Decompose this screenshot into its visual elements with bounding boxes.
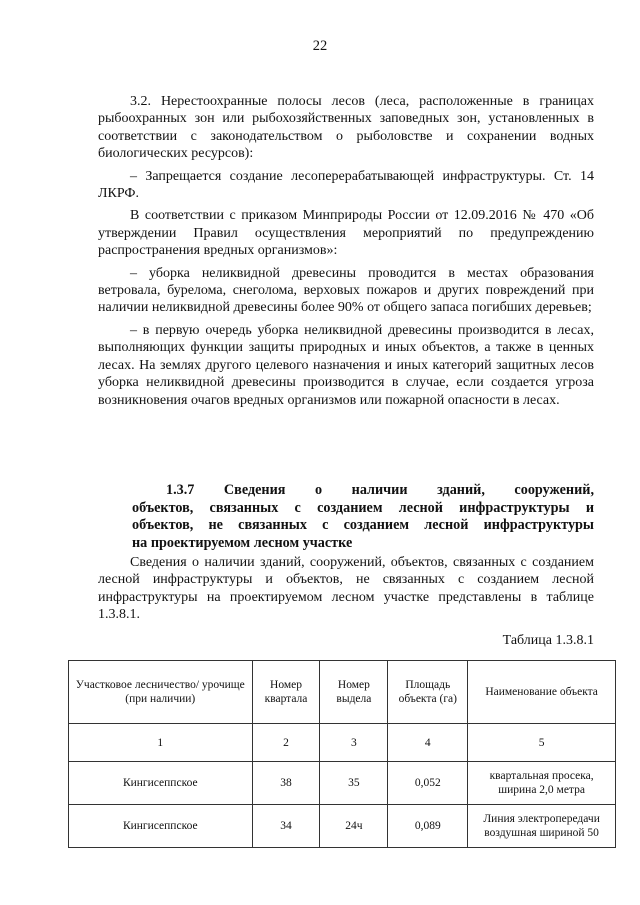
- header-area: Площадь объекта (га): [388, 661, 468, 724]
- page-number: 22: [312, 38, 328, 54]
- cell-object-name: Линия электропередачи воздушная шириной 50: [468, 805, 616, 848]
- section-text: [98, 554, 594, 624]
- paragraph-order-reference: В соответствии с приказом Минприроды России от 12.09.2016 № 470 «Об утверждении Правил осуществления мероприятий по предупреждению распространения вредных организмов»:: [98, 208, 594, 259]
- paragraph-wood-removal: – уборка неликвидной древесины проводится в местах образования ветровала, бурелома, снеголома, верховых пожаров и других повреждений при наличии неликвидной древесины более 90% от общего запаса погибших деревьев;: [98, 265, 594, 316]
- infrastructure-table: [68, 660, 616, 848]
- header-object-name: Наименование объекта: [468, 661, 616, 724]
- paragraph-priority-removal: – в первую очередь уборка неликвидной древесины производится в лесах, выполняющих функции защиты природных и иных объектов, а также в ценных лесах. На землях другого целевого назначения и иных категорий защитных лесов уборка неликвидной древесины производится в случае, если создается угроза возникновения очагов вредных организмов или пожарной опасности в лесах.: [98, 322, 594, 408]
- column-number: 2: [252, 724, 320, 762]
- column-number: 5: [468, 724, 616, 762]
- heading-line-2: объектов, связанных с созданием лесной инфраструктуры и: [132, 499, 594, 516]
- table-header-row: [69, 661, 616, 724]
- cell-forestry: Кингисеппское: [69, 762, 253, 805]
- paragraph-spawning-zones: 3.2. Нерестоохранные полосы лесов (леса, расположенные в границах рыбоохранных зон или рыбохозяйственных заповедных зон, установленных в соответствии с законодательством о рыболовстве и сохранении водных биологических ресурсов):: [98, 94, 594, 162]
- table-row: [69, 762, 616, 805]
- cell-quarter-number: 34: [252, 805, 320, 848]
- column-number: 4: [388, 724, 468, 762]
- paragraph-infrastructure-info: Сведения о наличии зданий, сооружений, объектов, связанных с созданием лесной инфраструктуры и объектов, не связанных с созданием лесной инфраструктуры на проектируемом лесном участке представлены в таблице 1.3.8.1.: [98, 555, 594, 623]
- cell-quarter-number: 38: [252, 762, 320, 805]
- cell-object-name: квартальная просека, ширина 2,0 метра: [468, 762, 616, 805]
- heading-line-4: на проектируемом лесном участке: [132, 534, 353, 551]
- body-text: [98, 93, 594, 409]
- cell-area: 0,052: [388, 762, 468, 805]
- header-plot-number: Номер выдела: [320, 661, 388, 724]
- cell-plot-number: 24ч: [320, 805, 388, 848]
- cell-forestry: Кингисеппское: [69, 805, 253, 848]
- column-number: 3: [320, 724, 388, 762]
- heading-line-3: объектов, не связанных с созданием лесной инфраструктуры: [132, 517, 594, 534]
- table-caption: Таблица 1.3.8.1: [502, 633, 594, 648]
- table-column-numbers-row: [69, 724, 616, 762]
- section-heading: [132, 482, 594, 552]
- header-forestry: Участковое лесничество/ урочище (при наличии): [69, 661, 253, 724]
- cell-plot-number: 35: [320, 762, 388, 805]
- heading-line-1: 1.3.7 Сведения о наличии зданий, сооружений,: [166, 482, 594, 498]
- table-row: [69, 805, 616, 848]
- cell-area: 0,089: [388, 805, 468, 848]
- column-number: 1: [69, 724, 253, 762]
- paragraph-prohibition: – Запрещается создание лесоперерабатывающей инфраструктуры. Ст. 14 ЛКРФ.: [98, 168, 594, 202]
- header-quarter-number: Номер квартала: [252, 661, 320, 724]
